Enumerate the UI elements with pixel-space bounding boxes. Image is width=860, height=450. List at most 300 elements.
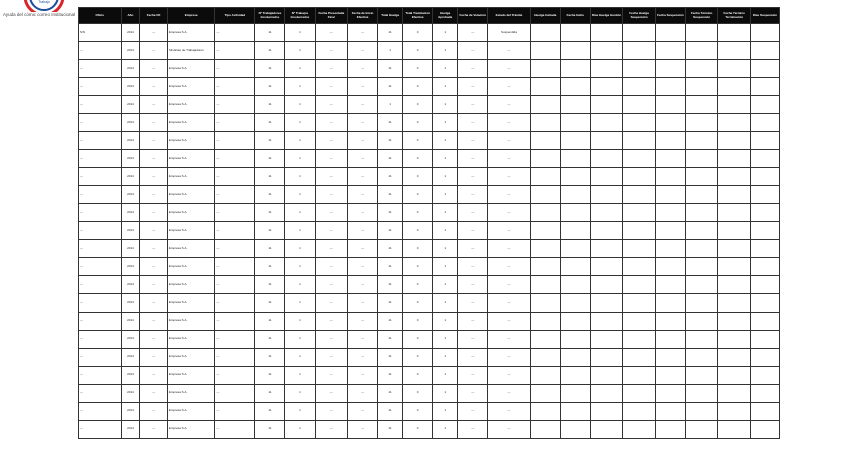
- table-cell: —: [315, 132, 348, 150]
- table-cell: [750, 402, 779, 420]
- table-cell: —: [348, 42, 378, 60]
- table-cell: —: [140, 294, 168, 312]
- table-cell: —: [348, 204, 378, 222]
- table-cell: 1: [378, 96, 403, 114]
- table-cell: [685, 132, 718, 150]
- table-cell: [623, 330, 656, 348]
- table-cell: Empresa S.A.: [167, 276, 215, 294]
- table-cell: 1: [285, 78, 315, 96]
- table-cell: 11: [255, 330, 285, 348]
- table-cell: [685, 258, 718, 276]
- table-cell: 1: [433, 114, 458, 132]
- table-cell: 1: [285, 132, 315, 150]
- table-cell: [685, 294, 718, 312]
- table-row: [79, 222, 780, 240]
- table-cell: —: [140, 168, 168, 186]
- table-cell: [590, 150, 623, 168]
- table-cell: [685, 384, 718, 402]
- table-cell: —: [215, 384, 255, 402]
- table-cell: 2014: [121, 96, 140, 114]
- column-header: Fecha Inicio: [560, 8, 590, 24]
- table-cell: [685, 96, 718, 114]
- table-cell: —: [79, 240, 122, 258]
- table-cell: —: [348, 60, 378, 78]
- table-cell: [560, 330, 590, 348]
- table-cell: [623, 276, 656, 294]
- table-cell: [655, 60, 685, 78]
- table-row: [79, 168, 780, 186]
- table-cell: [685, 366, 718, 384]
- column-header: Total Tramitación Efectiva: [403, 8, 433, 24]
- table-cell: 11: [255, 60, 285, 78]
- table-cell: [750, 348, 779, 366]
- table-cell: [623, 114, 656, 132]
- table-cell: 1: [433, 384, 458, 402]
- table-cell: —: [140, 330, 168, 348]
- table-cell: —: [315, 312, 348, 330]
- table-cell: [560, 96, 590, 114]
- table-cell: Sindicato de Trabajadores: [167, 42, 215, 60]
- table-cell: Empresa S.A.: [167, 330, 215, 348]
- table-cell: [750, 42, 779, 60]
- table-cell: 1: [433, 348, 458, 366]
- table-cell: —: [140, 42, 168, 60]
- table-cell: —: [348, 402, 378, 420]
- table-cell: [718, 240, 751, 258]
- table-cell: —: [140, 348, 168, 366]
- table-cell: —: [215, 258, 255, 276]
- table-cell: [718, 312, 751, 330]
- table-cell: Empresa S.A.: [167, 114, 215, 132]
- table-cell: 1: [285, 150, 315, 168]
- table-cell: —: [488, 186, 531, 204]
- table-header-row: [79, 8, 780, 24]
- table-cell: —: [140, 312, 168, 330]
- table-cell: —: [315, 42, 348, 60]
- table-cell: 1: [285, 420, 315, 438]
- table-cell: [685, 276, 718, 294]
- table-cell: [590, 366, 623, 384]
- table-row: [79, 42, 780, 60]
- table-cell: [590, 258, 623, 276]
- table-cell: 11: [255, 24, 285, 42]
- table-cell: [590, 132, 623, 150]
- table-cell: —: [215, 348, 255, 366]
- table-cell: [655, 186, 685, 204]
- table-cell: [590, 312, 623, 330]
- table-cell: —: [215, 132, 255, 150]
- table-cell: —: [79, 168, 122, 186]
- table-cell: [655, 240, 685, 258]
- table-cell: [590, 330, 623, 348]
- table-cell: 1: [433, 366, 458, 384]
- table-cell: —: [140, 258, 168, 276]
- table-cell: 0: [403, 186, 433, 204]
- table-cell: [623, 420, 656, 438]
- table-cell: —: [215, 150, 255, 168]
- table-cell: 0: [403, 240, 433, 258]
- table-cell: 11: [378, 366, 403, 384]
- table-cell: [655, 276, 685, 294]
- table-row: [79, 276, 780, 294]
- table-cell: 0: [403, 132, 433, 150]
- table-cell: 1: [433, 294, 458, 312]
- table-cell: 11: [378, 276, 403, 294]
- table-cell: [718, 24, 751, 42]
- table-cell: —: [79, 60, 122, 78]
- table-cell: —: [458, 114, 488, 132]
- table-cell: 0: [403, 420, 433, 438]
- table-cell: [560, 150, 590, 168]
- table-cell: 2014: [121, 312, 140, 330]
- table-cell: Empresa S.A.: [167, 132, 215, 150]
- table-cell: —: [215, 330, 255, 348]
- column-header: Oficio: [79, 8, 122, 24]
- table-cell: [560, 348, 590, 366]
- logo-caption: Trabajo: [38, 0, 50, 4]
- table-cell: [590, 42, 623, 60]
- table-cell: 11: [255, 240, 285, 258]
- table-cell: [685, 312, 718, 330]
- table-cell: [655, 366, 685, 384]
- table-cell: —: [79, 132, 122, 150]
- table-cell: [530, 132, 560, 150]
- table-cell: 11: [255, 222, 285, 240]
- table-cell: 0: [403, 258, 433, 276]
- table-cell: [718, 330, 751, 348]
- table-cell: Empresa S.A.: [167, 384, 215, 402]
- table-cell: [530, 330, 560, 348]
- column-header: Fecha OF: [140, 8, 168, 24]
- table-cell: —: [79, 42, 122, 60]
- table-cell: 11: [255, 96, 285, 114]
- table-cell: [655, 348, 685, 366]
- table-cell: 11: [378, 420, 403, 438]
- table-cell: [560, 420, 590, 438]
- table-cell: [530, 96, 560, 114]
- table-cell: 11: [255, 258, 285, 276]
- table-cell: [590, 96, 623, 114]
- table-cell: 11: [378, 402, 403, 420]
- table-cell: 11: [255, 294, 285, 312]
- table-cell: —: [79, 204, 122, 222]
- column-header: Fecha Término Terminación: [718, 8, 751, 24]
- table-cell: [623, 60, 656, 78]
- table-cell: —: [79, 312, 122, 330]
- table-cell: —: [488, 114, 531, 132]
- table-cell: —: [348, 168, 378, 186]
- table-cell: —: [458, 258, 488, 276]
- table-cell: [560, 204, 590, 222]
- column-header: Fecha Suspensión: [655, 8, 685, 24]
- table-cell: [718, 384, 751, 402]
- page-header-title: Ayuda del cómic correo Institucional: [3, 12, 75, 17]
- table-cell: [718, 348, 751, 366]
- table-cell: —: [215, 402, 255, 420]
- table-cell: [685, 60, 718, 78]
- table-cell: [560, 78, 590, 96]
- table-cell: [655, 24, 685, 42]
- table-cell: 11: [255, 402, 285, 420]
- table-cell: —: [79, 258, 122, 276]
- table-cell: 1: [433, 24, 458, 42]
- table-cell: [590, 60, 623, 78]
- table-cell: [530, 348, 560, 366]
- table-cell: [530, 366, 560, 384]
- table-row: [79, 240, 780, 258]
- table-cell: 11: [378, 132, 403, 150]
- table-cell: [718, 402, 751, 420]
- table-cell: [718, 204, 751, 222]
- table-cell: —: [488, 78, 531, 96]
- table-cell: [623, 186, 656, 204]
- table-cell: [623, 366, 656, 384]
- table-cell: [685, 186, 718, 204]
- table-cell: 1: [433, 276, 458, 294]
- table-cell: [560, 276, 590, 294]
- table-cell: 11: [255, 348, 285, 366]
- table-cell: [590, 240, 623, 258]
- table-cell: 1: [285, 330, 315, 348]
- table-cell: —: [315, 222, 348, 240]
- table-cell: [750, 96, 779, 114]
- table-cell: [560, 24, 590, 42]
- table-row: [79, 150, 780, 168]
- table-cell: 0: [403, 114, 433, 132]
- table-cell: 1: [433, 402, 458, 420]
- table-cell: [590, 186, 623, 204]
- column-header: Días Suspensión: [750, 8, 779, 24]
- table-cell: —: [315, 294, 348, 312]
- table-cell: —: [215, 186, 255, 204]
- table-cell: —: [140, 24, 168, 42]
- table-cell: —: [458, 420, 488, 438]
- table-cell: [718, 132, 751, 150]
- table-cell: [718, 420, 751, 438]
- table-cell: 0: [403, 330, 433, 348]
- table-cell: 2014: [121, 384, 140, 402]
- table-cell: [560, 222, 590, 240]
- table-cell: [623, 312, 656, 330]
- table-cell: —: [215, 60, 255, 78]
- table-cell: 1: [285, 24, 315, 42]
- table-cell: [685, 78, 718, 96]
- table-row: [79, 312, 780, 330]
- table-cell: —: [140, 384, 168, 402]
- column-header: Fecha de Votación: [458, 8, 488, 24]
- table-cell: 1: [433, 168, 458, 186]
- table-cell: [560, 186, 590, 204]
- table-cell: 1: [285, 186, 315, 204]
- table-cell: —: [348, 366, 378, 384]
- table-cell: —: [215, 366, 255, 384]
- column-header: Nº Trabajadores Involucrados: [255, 8, 285, 24]
- table-cell: 2014: [121, 402, 140, 420]
- table-cell: —: [315, 348, 348, 366]
- table-cell: —: [458, 402, 488, 420]
- table-cell: 1: [433, 42, 458, 60]
- table-cell: 11: [378, 384, 403, 402]
- table-cell: 2014: [121, 132, 140, 150]
- table-row: [79, 96, 780, 114]
- table-cell: 2014: [121, 204, 140, 222]
- table-cell: [590, 204, 623, 222]
- table-cell: 1: [433, 132, 458, 150]
- table-cell: [623, 204, 656, 222]
- table-cell: 0: [403, 294, 433, 312]
- table-cell: 0: [403, 78, 433, 96]
- table-row: [79, 366, 780, 384]
- table-cell: [560, 132, 590, 150]
- table-cell: 2014: [121, 78, 140, 96]
- table-cell: —: [348, 78, 378, 96]
- table-cell: 1: [433, 240, 458, 258]
- column-header: Año: [121, 8, 140, 24]
- table-cell: 0: [403, 348, 433, 366]
- table-cell: —: [79, 420, 122, 438]
- table-cell: —: [215, 96, 255, 114]
- table-cell: —: [488, 150, 531, 168]
- table-cell: [718, 42, 751, 60]
- table-cell: [750, 150, 779, 168]
- table-cell: —: [215, 312, 255, 330]
- table-cell: [530, 186, 560, 204]
- table-cell: —: [458, 132, 488, 150]
- table-cell: —: [458, 366, 488, 384]
- table-cell: [530, 276, 560, 294]
- table-cell: 1: [433, 96, 458, 114]
- column-header: Fecha de Inicio Efectiva: [348, 8, 378, 24]
- table-cell: [530, 222, 560, 240]
- table-cell: 11: [378, 240, 403, 258]
- table-cell: —: [488, 330, 531, 348]
- table-cell: [685, 330, 718, 348]
- table-cell: [560, 294, 590, 312]
- table-cell: —: [79, 96, 122, 114]
- table-cell: 0: [403, 312, 433, 330]
- table-cell: [655, 42, 685, 60]
- table-cell: 0: [403, 42, 433, 60]
- table-cell: [718, 114, 751, 132]
- table-cell: [590, 384, 623, 402]
- table-cell: 11: [378, 258, 403, 276]
- table-cell: [590, 222, 623, 240]
- table-row: [79, 186, 780, 204]
- table-cell: [655, 330, 685, 348]
- table-cell: Suspendida: [488, 24, 531, 42]
- column-header: Total Huelga: [378, 8, 403, 24]
- table-cell: —: [79, 402, 122, 420]
- table-cell: [685, 150, 718, 168]
- table-cell: [685, 204, 718, 222]
- table-cell: [750, 420, 779, 438]
- strike-records-table: [78, 7, 780, 439]
- table-row: [79, 402, 780, 420]
- table-cell: [623, 348, 656, 366]
- table-cell: [750, 168, 779, 186]
- table-cell: [623, 402, 656, 420]
- table-cell: 2014: [121, 222, 140, 240]
- table-cell: —: [458, 312, 488, 330]
- table-cell: [750, 60, 779, 78]
- table-cell: —: [315, 402, 348, 420]
- table-cell: 1: [433, 186, 458, 204]
- table-cell: 1: [433, 258, 458, 276]
- table-cell: —: [488, 402, 531, 420]
- table-cell: [530, 42, 560, 60]
- table-cell: —: [315, 186, 348, 204]
- column-header: Huelga Aprobada: [433, 8, 458, 24]
- table-cell: 1: [285, 276, 315, 294]
- table-cell: [530, 114, 560, 132]
- table-cell: [655, 168, 685, 186]
- table-cell: [530, 402, 560, 420]
- table-cell: 11: [255, 312, 285, 330]
- table-row: [79, 24, 780, 42]
- table-cell: 11: [255, 168, 285, 186]
- table-cell: —: [140, 276, 168, 294]
- table-cell: —: [140, 240, 168, 258]
- table-cell: [718, 294, 751, 312]
- table-cell: [590, 402, 623, 420]
- table-cell: [655, 384, 685, 402]
- table-cell: —: [140, 114, 168, 132]
- table-cell: —: [348, 132, 378, 150]
- table-cell: [560, 60, 590, 78]
- table-cell: 1: [285, 240, 315, 258]
- institution-logo: [22, 0, 66, 12]
- table-row: [79, 420, 780, 438]
- table-cell: —: [488, 276, 531, 294]
- table-cell: Empresa S.A.: [167, 240, 215, 258]
- table-cell: —: [348, 222, 378, 240]
- table-cell: [750, 312, 779, 330]
- table-cell: —: [79, 384, 122, 402]
- table-cell: [685, 402, 718, 420]
- table-cell: 2014: [121, 114, 140, 132]
- table-cell: [655, 222, 685, 240]
- table-cell: Empresa S.A.: [167, 312, 215, 330]
- table-cell: Empresa S.A.: [167, 366, 215, 384]
- table-cell: —: [348, 384, 378, 402]
- table-cell: —: [215, 294, 255, 312]
- table-cell: —: [458, 78, 488, 96]
- table-cell: —: [215, 240, 255, 258]
- table-cell: 2014: [121, 150, 140, 168]
- table-cell: [560, 114, 590, 132]
- table-cell: [750, 294, 779, 312]
- table-cell: 11: [255, 366, 285, 384]
- table-cell: [560, 384, 590, 402]
- table-cell: [718, 96, 751, 114]
- table-cell: —: [140, 366, 168, 384]
- table-row: [79, 330, 780, 348]
- table-cell: Empresa S.A.: [167, 78, 215, 96]
- table-cell: 2014: [121, 366, 140, 384]
- table-cell: 11: [378, 222, 403, 240]
- table-cell: [655, 96, 685, 114]
- table-cell: [655, 402, 685, 420]
- table-cell: [685, 24, 718, 42]
- table-cell: 2014: [121, 330, 140, 348]
- table-cell: —: [140, 96, 168, 114]
- table-cell: —: [140, 402, 168, 420]
- table-cell: —: [488, 168, 531, 186]
- table-cell: —: [215, 420, 255, 438]
- table-cell: —: [215, 168, 255, 186]
- table-cell: 2014: [121, 348, 140, 366]
- table-cell: —: [140, 186, 168, 204]
